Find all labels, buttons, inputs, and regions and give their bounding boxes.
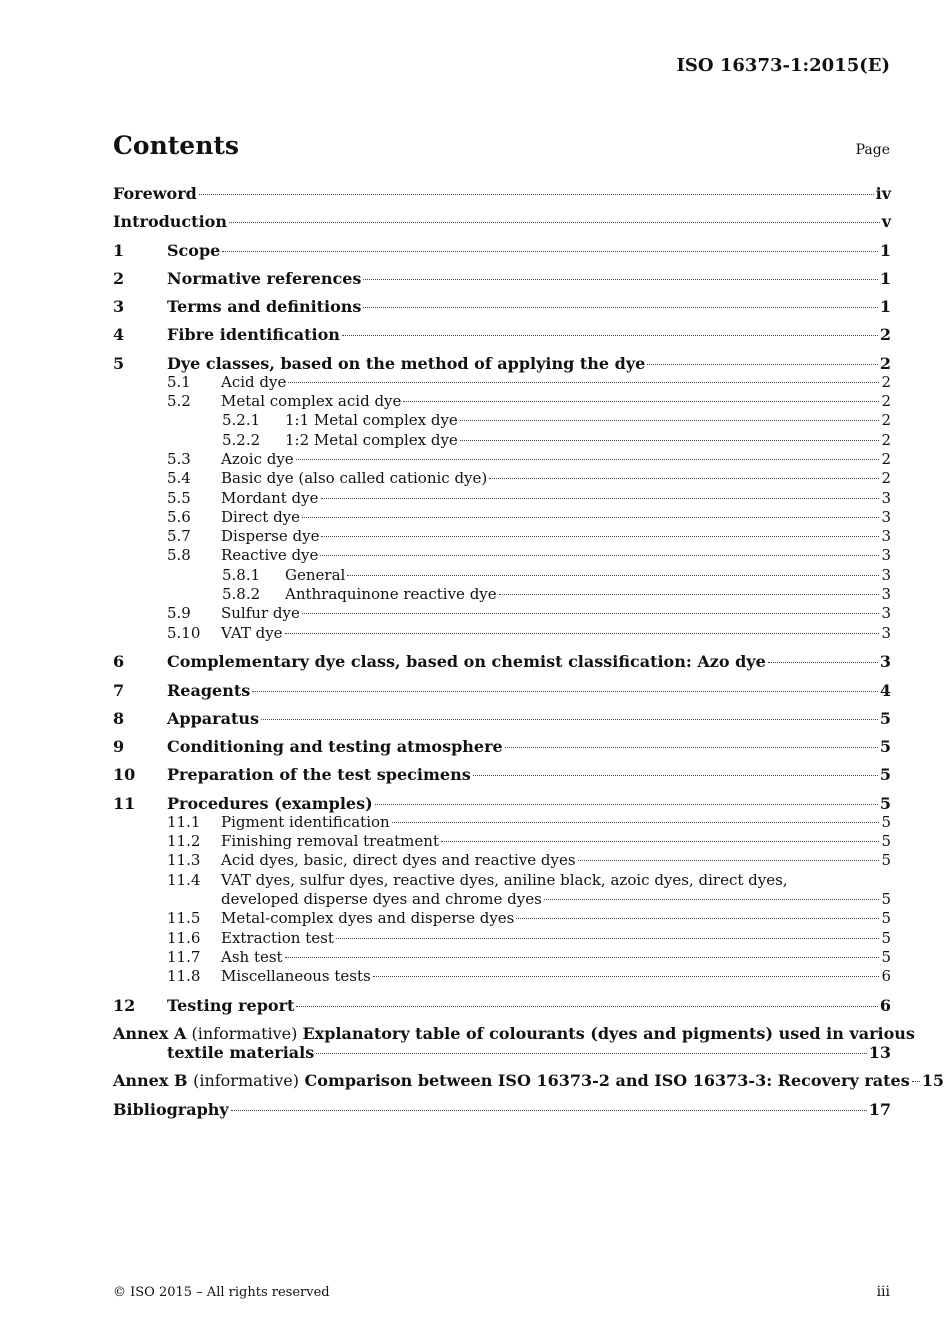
contents-title: Contents <box>113 131 240 160</box>
toc-entry-1[interactable] <box>113 241 891 260</box>
toc-number: 5.2.2 <box>222 430 261 449</box>
leader-dots <box>392 822 880 823</box>
toc-number: 6 <box>113 652 125 672</box>
toc-number: 5.3 <box>167 449 191 468</box>
annex-label: Annex A <box>113 1023 187 1043</box>
leader-dots <box>342 335 878 336</box>
toc-entry-5-8-1[interactable] <box>113 566 891 585</box>
toc-entry-6[interactable] <box>113 652 891 671</box>
toc-number: 5.8.1 <box>222 565 261 584</box>
toc-entry-11-1[interactable] <box>113 813 891 832</box>
annex-title-line1: Explanatory table of colourants (dyes and pigments) used in various <box>302 1023 915 1043</box>
toc-page: 2 <box>881 372 891 391</box>
toc-page: 5 <box>881 812 891 831</box>
toc-page: 3 <box>881 546 891 565</box>
toc-title: Reagents <box>167 680 251 700</box>
leader-dots <box>460 440 880 441</box>
toc-number: 11.8 <box>167 967 201 986</box>
leader-dots <box>441 841 879 842</box>
leader-dots <box>302 613 880 614</box>
toc-title-line1: VAT dyes, sulfur dyes, reactive dyes, aniline black, azoic dyes, direct dyes, <box>221 870 788 889</box>
toc-title: 1:2 Metal complex dye <box>285 430 458 449</box>
toc-number: 11.4 <box>167 870 201 889</box>
leader-dots <box>199 194 874 195</box>
toc-number: 10 <box>113 765 136 785</box>
toc-entry-5-10[interactable] <box>113 624 891 643</box>
leader-dots <box>499 594 880 595</box>
leader-dots <box>252 691 878 692</box>
toc-number: 5.9 <box>167 604 191 623</box>
toc-title: Anthraquinone reactive dye <box>285 585 497 604</box>
toc-page: 3 <box>881 604 891 623</box>
toc-page: 5 <box>879 708 891 728</box>
leader-dots <box>285 633 880 634</box>
toc-page: 5 <box>881 832 891 851</box>
annex-kind: (informative) <box>193 1071 299 1091</box>
toc-title: Pigment identification <box>221 812 390 831</box>
leader-dots <box>320 555 879 556</box>
toc-page: iv <box>875 184 891 203</box>
toc-title: Basic dye (also called cationic dye) <box>221 469 488 488</box>
annex-kind: (informative) <box>191 1023 298 1043</box>
toc-number: 11.7 <box>167 947 201 966</box>
leader-dots <box>544 899 880 900</box>
annex-title-line2: textile materials <box>167 1042 315 1062</box>
table-of-contents <box>113 184 944 1119</box>
toc-title-line2: developed disperse dyes and chrome dyes <box>221 889 542 908</box>
leader-dots <box>288 382 879 383</box>
leader-dots <box>578 860 880 861</box>
toc-number: 11.2 <box>167 832 201 851</box>
toc-entry-5-2[interactable] <box>113 392 891 411</box>
toc-number: 5.8.2 <box>222 585 261 604</box>
toc-number: 12 <box>113 995 136 1015</box>
annex-title: Comparison between ISO 16373-2 and ISO 16373-3: Recovery rates <box>304 1071 910 1091</box>
toc-number: 1 <box>113 240 125 260</box>
leader-dots <box>222 251 878 252</box>
toc-number: 5.6 <box>167 507 191 526</box>
toc-page: 3 <box>881 585 891 604</box>
toc-number: 4 <box>113 325 125 345</box>
toc-entry-bibliography[interactable] <box>113 1100 891 1119</box>
leader-dots <box>321 536 879 537</box>
toc-page: 3 <box>881 507 891 526</box>
toc-title: Finishing removal treatment <box>221 832 439 851</box>
toc-page: 5 <box>879 765 891 785</box>
toc-entry-foreword[interactable] <box>113 184 891 203</box>
toc-entry-3[interactable] <box>113 297 891 316</box>
toc-page: 5 <box>879 737 891 757</box>
toc-page: 3 <box>881 527 891 546</box>
leader-dots <box>768 662 878 663</box>
toc-title: Miscellaneous tests <box>221 967 371 986</box>
toc-page: 2 <box>881 449 891 468</box>
toc-page: 17 <box>868 1099 891 1119</box>
toc-page: 5 <box>881 928 891 947</box>
toc-entry-5-7[interactable] <box>113 527 891 546</box>
leader-dots <box>473 775 878 776</box>
leader-dots <box>460 420 880 421</box>
toc-number: 5.1 <box>167 372 191 391</box>
toc-entry-11-7[interactable] <box>113 948 891 967</box>
leader-dots <box>516 918 879 919</box>
toc-page: 2 <box>881 392 891 411</box>
toc-title: VAT dye <box>221 623 283 642</box>
toc-title: Complementary dye class, based on chemist classification: Azo dye <box>167 652 766 672</box>
toc-number: 7 <box>113 680 125 700</box>
toc-page: 2 <box>881 469 891 488</box>
toc-title: Acid dyes, basic, direct dyes and reactive dyes <box>221 851 576 870</box>
toc-entry-introduction[interactable] <box>113 212 891 231</box>
toc-title: Disperse dye <box>221 527 320 546</box>
toc-entry-11-5[interactable] <box>113 909 891 928</box>
toc-entry-5-6[interactable] <box>113 508 891 527</box>
toc-title: Terms and definitions <box>167 297 362 317</box>
toc-number: 11.3 <box>167 851 201 870</box>
leader-dots <box>912 1081 920 1082</box>
toc-title: Mordant dye <box>221 488 319 507</box>
toc-entry-5-8-2[interactable] <box>113 585 891 604</box>
toc-page: 5 <box>881 909 891 928</box>
toc-title: Testing report <box>167 995 295 1015</box>
toc-number: 5.8 <box>167 546 191 565</box>
toc-number: 5 <box>113 353 125 373</box>
leader-dots <box>403 401 879 402</box>
toc-title: Sulfur dye <box>221 604 300 623</box>
leader-dots <box>373 976 880 977</box>
page-number: iii <box>876 1284 890 1300</box>
toc-number: 11 <box>113 793 136 813</box>
toc-entry-annex-b[interactable] <box>113 1071 944 1091</box>
toc-page: 6 <box>881 967 891 986</box>
toc-title: 1:1 Metal complex dye <box>285 411 458 430</box>
toc-number: 5.7 <box>167 527 191 546</box>
toc-number: 11.6 <box>167 928 201 947</box>
toc-page: 4 <box>879 680 891 700</box>
toc-page: v <box>881 212 891 232</box>
toc-title: Ash test <box>221 947 283 966</box>
toc-title: Introduction <box>113 212 227 232</box>
toc-number: 5.2.1 <box>222 411 261 430</box>
toc-title: Bibliography <box>113 1099 229 1119</box>
toc-entry-9[interactable] <box>113 737 891 756</box>
toc-entry-5-8[interactable] <box>113 546 891 565</box>
leader-dots <box>647 364 878 365</box>
toc-page: 1 <box>879 268 891 288</box>
toc-page: 2 <box>881 411 891 430</box>
toc-entry-8[interactable] <box>113 709 891 728</box>
toc-page: 2 <box>881 430 891 449</box>
toc-page: 3 <box>881 623 891 642</box>
toc-title: Azoic dye <box>221 449 294 468</box>
toc-page: 5 <box>881 889 891 908</box>
leader-dots <box>285 957 880 958</box>
toc-title: Fibre identification <box>167 325 340 345</box>
toc-entry-5-2-2[interactable] <box>113 431 891 450</box>
toc-number: 9 <box>113 737 125 757</box>
leader-dots <box>363 307 877 308</box>
leader-dots <box>336 938 880 939</box>
toc-number: 11.5 <box>167 909 201 928</box>
leader-dots <box>229 222 880 223</box>
leader-dots <box>375 804 878 805</box>
toc-title: Dye classes, based on the method of applying the dye <box>167 353 646 373</box>
leader-dots <box>505 747 878 748</box>
leader-dots <box>489 478 879 479</box>
leader-dots <box>316 1053 867 1054</box>
toc-entry-11[interactable] <box>113 794 891 813</box>
toc-number: 8 <box>113 708 125 728</box>
leader-dots <box>363 279 877 280</box>
toc-page: 1 <box>879 297 891 317</box>
toc-entry-4[interactable] <box>113 325 891 344</box>
toc-page: 5 <box>881 947 891 966</box>
toc-entry-5[interactable] <box>113 354 891 373</box>
toc-page: 1 <box>879 240 891 260</box>
toc-title: Extraction test <box>221 928 334 947</box>
toc-page: 15 <box>921 1071 944 1091</box>
toc-entry-2[interactable] <box>113 269 891 288</box>
toc-title: Conditioning and testing atmosphere <box>167 737 503 757</box>
toc-number: 3 <box>113 297 125 317</box>
copyright-notice: © ISO 2015 – All rights reserved <box>113 1285 330 1300</box>
toc-number: 5.10 <box>167 623 201 642</box>
toc-page: 6 <box>879 995 891 1015</box>
toc-page: 3 <box>881 565 891 584</box>
leader-dots <box>231 1110 867 1111</box>
leader-dots <box>261 719 878 720</box>
toc-number: 11.1 <box>167 812 201 831</box>
toc-title: Scope <box>167 240 221 260</box>
page-column-label: Page <box>855 142 890 158</box>
toc-number: 5.5 <box>167 488 191 507</box>
toc-page: 5 <box>881 851 891 870</box>
toc-entry-5-9[interactable] <box>113 604 891 623</box>
toc-entry-annex-a[interactable] <box>113 1023 915 1062</box>
toc-title: Acid dye <box>221 372 287 391</box>
toc-title: Procedures (examples) <box>167 793 373 813</box>
annex-label: Annex B <box>113 1071 188 1091</box>
toc-title: Reactive dye <box>221 546 319 565</box>
toc-entry-5-2-1[interactable] <box>113 411 891 430</box>
toc-number: 5.2 <box>167 392 191 411</box>
toc-page: 2 <box>879 325 891 345</box>
leader-dots <box>302 517 879 518</box>
leader-dots <box>321 498 880 499</box>
toc-entry-11-6[interactable] <box>113 929 891 948</box>
toc-entry-11-4[interactable] <box>113 871 891 910</box>
toc-entry-12[interactable] <box>113 996 891 1015</box>
toc-entry-11-2[interactable] <box>113 832 891 851</box>
toc-title: Direct dye <box>221 507 301 526</box>
leader-dots <box>347 575 879 576</box>
toc-entry-11-8[interactable] <box>113 967 891 986</box>
toc-entry-5-5[interactable] <box>113 489 891 508</box>
toc-entry-5-1[interactable] <box>113 373 891 392</box>
toc-title: General <box>285 565 346 584</box>
toc-title: Preparation of the test specimens <box>167 765 471 785</box>
toc-entry-11-3[interactable] <box>113 851 891 870</box>
toc-title: Metal complex acid dye <box>221 392 402 411</box>
toc-page: 3 <box>881 488 891 507</box>
toc-title: Foreword <box>113 184 197 203</box>
toc-page: 2 <box>879 353 891 373</box>
toc-title: Apparatus <box>167 708 259 728</box>
toc-entry-7[interactable] <box>113 681 891 700</box>
toc-entry-10[interactable] <box>113 765 891 784</box>
toc-title: Metal-complex dyes and disperse dyes <box>221 909 515 928</box>
toc-entry-5-4[interactable] <box>113 469 891 488</box>
toc-number: 2 <box>113 268 125 288</box>
leader-dots <box>296 1006 877 1007</box>
toc-entry-5-3[interactable] <box>113 450 891 469</box>
toc-page: 13 <box>868 1042 891 1062</box>
document-id: ISO 16373-1:2015(E) <box>676 55 890 76</box>
toc-number: 5.4 <box>167 469 191 488</box>
toc-page: 5 <box>879 793 891 813</box>
toc-title: Normative references <box>167 268 362 288</box>
leader-dots <box>296 459 880 460</box>
toc-page: 3 <box>879 652 891 672</box>
